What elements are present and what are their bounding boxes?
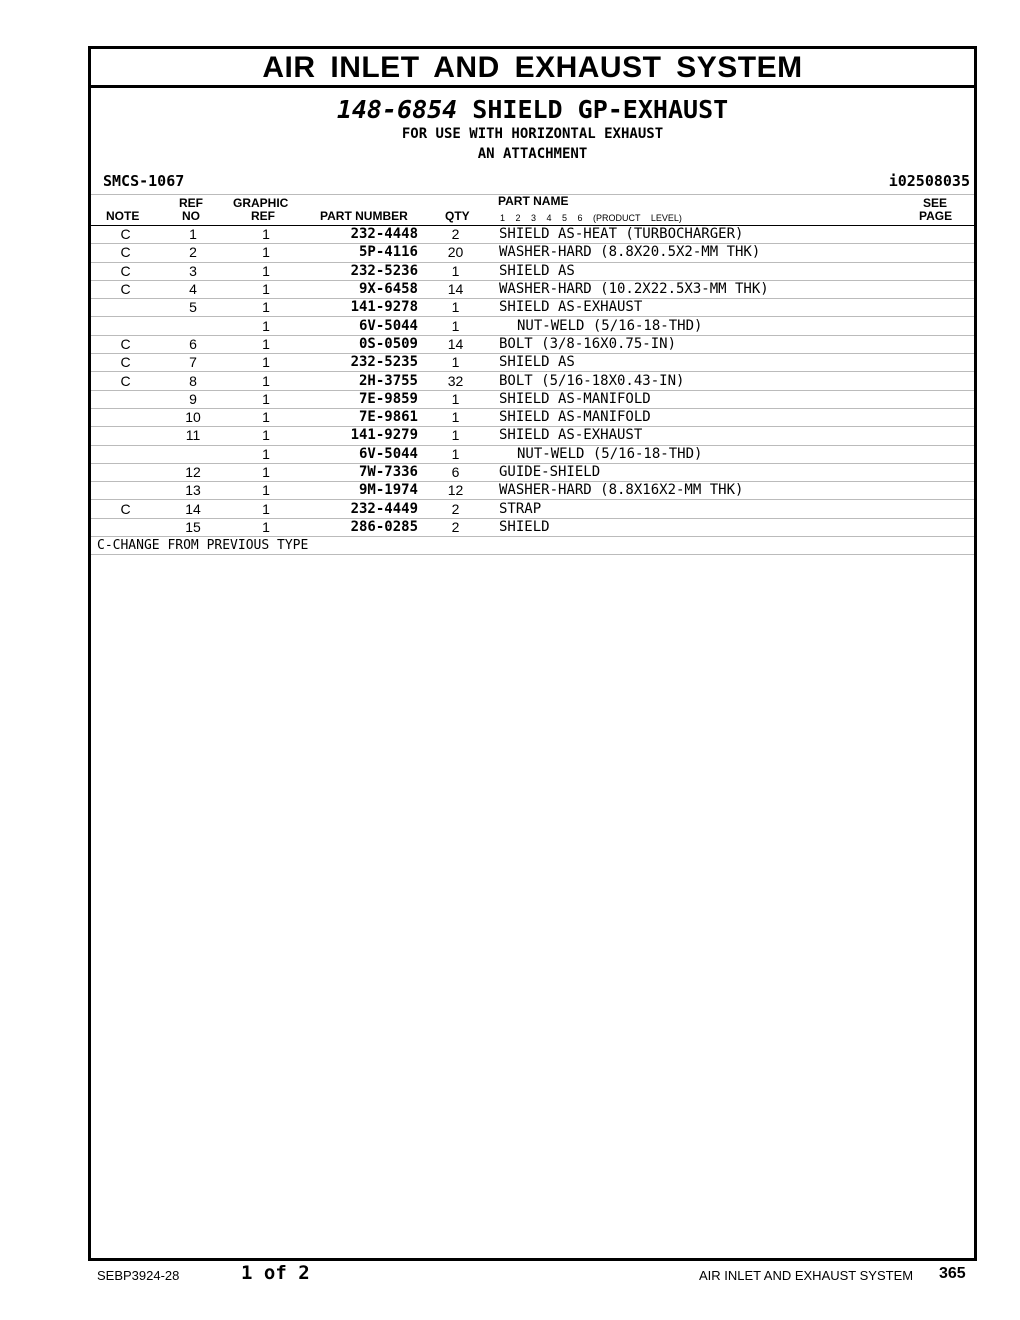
part-number-cell: 9X-6458: [306, 280, 418, 298]
graphic-ref-cell: 1: [226, 335, 306, 353]
part-name-cell: SHIELD: [493, 518, 914, 536]
table-row: [91, 226, 974, 244]
group-name: SHIELD GP-EXHAUST: [472, 95, 729, 124]
graphic-ref-cell: 1: [226, 262, 306, 280]
ref-no-cell: [160, 317, 226, 335]
section-title: AIR INLET AND EXHAUST SYSTEM: [91, 49, 974, 88]
part-name-cell: BOLT (5/16-18X0.43-IN): [493, 372, 914, 390]
header-ref-bottom: NO: [182, 209, 200, 223]
qty-cell: 14: [418, 335, 493, 353]
footer-page-number: 365: [939, 1265, 966, 1282]
header-see-top: SEE: [923, 196, 948, 210]
see-page-cell: [914, 299, 974, 317]
graphic-ref-cell: 1: [226, 408, 306, 426]
see-page-cell: [914, 372, 974, 390]
note-cell: C: [91, 335, 160, 353]
part-number-cell: 9M-1974: [306, 482, 418, 500]
part-name-cell: STRAP: [493, 500, 914, 518]
ref-no-cell: 2: [160, 244, 226, 262]
table-row: [91, 463, 974, 481]
graphic-ref-cell: 1: [226, 226, 306, 244]
part-number-cell: 232-4449: [306, 500, 418, 518]
note-cell: [91, 408, 160, 426]
qty-cell: 1: [418, 390, 493, 408]
table-row: [91, 372, 974, 390]
note-cell: C: [91, 262, 160, 280]
part-number-cell: 141-9278: [306, 299, 418, 317]
qty-cell: 1: [418, 408, 493, 426]
header-part-number: PART NUMBER: [320, 209, 408, 223]
note-cell: C: [91, 226, 160, 244]
part-number-cell: 2H-3755: [306, 372, 418, 390]
part-name-cell: GUIDE-SHIELD: [493, 463, 914, 481]
group-part-number: 148-6854: [336, 95, 458, 124]
qty-cell: 2: [418, 518, 493, 536]
see-page-cell: [914, 354, 974, 372]
note-cell: C: [91, 354, 160, 372]
page-frame: [88, 46, 977, 1261]
ref-no-cell: 11: [160, 427, 226, 445]
group-title: [91, 96, 974, 124]
table-row: [91, 482, 974, 500]
qty-cell: 1: [418, 445, 493, 463]
see-page-cell: [914, 226, 974, 244]
table-row: [91, 445, 974, 463]
part-name-cell: SHIELD AS-EXHAUST: [493, 299, 914, 317]
part-name-cell: BOLT (3/8-16X0.75-IN): [493, 335, 914, 353]
ref-no-cell: 12: [160, 463, 226, 481]
part-number-cell: 5P-4116: [306, 244, 418, 262]
qty-cell: 1: [418, 427, 493, 445]
note-cell: [91, 518, 160, 536]
graphic-ref-cell: 1: [226, 463, 306, 481]
graphic-ref-cell: 1: [226, 280, 306, 298]
ref-no-cell: 6: [160, 335, 226, 353]
qty-cell: 2: [418, 500, 493, 518]
graphic-ref-cell: 1: [226, 500, 306, 518]
footer-section: AIR INLET AND EXHAUST SYSTEM: [699, 1268, 914, 1283]
qty-cell: 14: [418, 280, 493, 298]
ref-no-cell: 8: [160, 372, 226, 390]
graphic-ref-cell: 1: [226, 518, 306, 536]
part-number-cell: 7E-9859: [306, 390, 418, 408]
part-name-cell: NUT-WELD (5/16-18-THD): [493, 445, 914, 463]
part-number-cell: 232-5235: [306, 354, 418, 372]
ref-no-cell: 14: [160, 500, 226, 518]
see-page-cell: [914, 280, 974, 298]
note-cell: C: [91, 372, 160, 390]
ref-no-cell: 10: [160, 408, 226, 426]
note-cell: C: [91, 280, 160, 298]
note-cell: [91, 390, 160, 408]
see-page-cell: [914, 317, 974, 335]
qty-cell: 6: [418, 463, 493, 481]
header-note: NOTE: [106, 209, 140, 223]
note-cell: [91, 299, 160, 317]
see-page-cell: [914, 482, 974, 500]
table-row: [91, 408, 974, 426]
part-number-cell: 6V-5044: [306, 445, 418, 463]
doc-id: i02508035: [888, 172, 970, 190]
ref-no-cell: 1: [160, 226, 226, 244]
header-see-bottom: PAGE: [919, 209, 953, 223]
qty-cell: 1: [418, 262, 493, 280]
table-row: [91, 354, 974, 372]
graphic-ref-cell: 1: [226, 390, 306, 408]
header-graphic-top: GRAPHIC: [233, 196, 289, 210]
header-ref-top: REF: [179, 196, 203, 210]
parts-table: [91, 226, 974, 537]
part-name-cell: SHIELD AS-HEAT (TURBOCHARGER): [493, 226, 914, 244]
header-graphic-bottom: REF: [251, 209, 275, 223]
graphic-ref-cell: 1: [226, 354, 306, 372]
graphic-ref-cell: 1: [226, 317, 306, 335]
part-number-cell: 7W-7336: [306, 463, 418, 481]
group-subtitle-1: FOR USE WITH HORIZONTAL EXHAUST: [401, 126, 664, 142]
qty-cell: 20: [418, 244, 493, 262]
table-row: [91, 500, 974, 518]
part-name-cell: SHIELD AS-MANIFOLD: [493, 390, 914, 408]
part-name-cell: WASHER-HARD (8.8X16X2-MM THK): [493, 482, 914, 500]
ref-no-cell: 9: [160, 390, 226, 408]
footnote: C-CHANGE FROM PREVIOUS TYPE: [91, 537, 974, 555]
graphic-ref-cell: 1: [226, 427, 306, 445]
see-page-cell: [914, 390, 974, 408]
note-cell: C: [91, 244, 160, 262]
see-page-cell: [914, 244, 974, 262]
group-subtitle-2: AN ATTACHMENT: [477, 146, 588, 162]
table-row: [91, 390, 974, 408]
note-cell: C: [91, 500, 160, 518]
part-name-cell: WASHER-HARD (8.8X20.5X2-MM THK): [493, 244, 914, 262]
ref-no-cell: 5: [160, 299, 226, 317]
ref-no-cell: [160, 445, 226, 463]
note-cell: [91, 482, 160, 500]
ref-no-cell: 7: [160, 354, 226, 372]
qty-cell: 2: [418, 226, 493, 244]
part-number-cell: 141-9279: [306, 427, 418, 445]
see-page-cell: [914, 427, 974, 445]
table-row: [91, 317, 974, 335]
page-footer: [0, 1262, 1020, 1292]
note-cell: [91, 463, 160, 481]
table-row: [91, 244, 974, 262]
graphic-ref-cell: 1: [226, 244, 306, 262]
part-number-cell: 0S-0509: [306, 335, 418, 353]
part-name-cell: WASHER-HARD (10.2X22.5X3-MM THK): [493, 280, 914, 298]
see-page-cell: [914, 335, 974, 353]
qty-cell: 32: [418, 372, 493, 390]
part-name-cell: SHIELD AS-EXHAUST: [493, 427, 914, 445]
see-page-cell: [914, 500, 974, 518]
table-row: [91, 280, 974, 298]
table-row: [91, 335, 974, 353]
qty-cell: 12: [418, 482, 493, 500]
graphic-ref-cell: 1: [226, 372, 306, 390]
see-page-cell: [914, 262, 974, 280]
table-header: [91, 194, 974, 226]
header-part-name: PART NAME: [498, 194, 569, 208]
table-row: [91, 427, 974, 445]
footer-page-of: 1 of 2: [241, 1262, 310, 1284]
qty-cell: 1: [418, 354, 493, 372]
part-name-cell: SHIELD AS-MANIFOLD: [493, 408, 914, 426]
see-page-cell: [914, 445, 974, 463]
graphic-ref-cell: 1: [226, 445, 306, 463]
ref-no-cell: 3: [160, 262, 226, 280]
part-number-cell: 232-4448: [306, 226, 418, 244]
part-number-cell: 7E-9861: [306, 408, 418, 426]
note-cell: [91, 317, 160, 335]
table-row: [91, 518, 974, 536]
header-product-level: 1 2 3 4 5 6 (PRODUCT LEVEL): [500, 213, 682, 223]
qty-cell: 1: [418, 299, 493, 317]
part-name-cell: SHIELD AS: [493, 262, 914, 280]
see-page-cell: [914, 463, 974, 481]
header-qty: QTY: [445, 209, 470, 223]
note-cell: [91, 427, 160, 445]
part-name-cell: SHIELD AS: [493, 354, 914, 372]
part-number-cell: 232-5236: [306, 262, 418, 280]
note-cell: [91, 445, 160, 463]
ref-no-cell: 15: [160, 518, 226, 536]
ref-no-cell: 13: [160, 482, 226, 500]
table-row: [91, 262, 974, 280]
part-number-cell: 286-0285: [306, 518, 418, 536]
smcs-row: [91, 170, 974, 194]
graphic-ref-cell: 1: [226, 482, 306, 500]
table-row: [91, 299, 974, 317]
ref-no-cell: 4: [160, 280, 226, 298]
part-name-cell: NUT-WELD (5/16-18-THD): [493, 317, 914, 335]
qty-cell: 1: [418, 317, 493, 335]
smcs-code: SMCS-1067: [103, 172, 185, 190]
footer-doc-number: SEBP3924-28: [97, 1268, 180, 1283]
see-page-cell: [914, 408, 974, 426]
graphic-ref-cell: 1: [226, 299, 306, 317]
part-number-cell: 6V-5044: [306, 317, 418, 335]
see-page-cell: [914, 518, 974, 536]
